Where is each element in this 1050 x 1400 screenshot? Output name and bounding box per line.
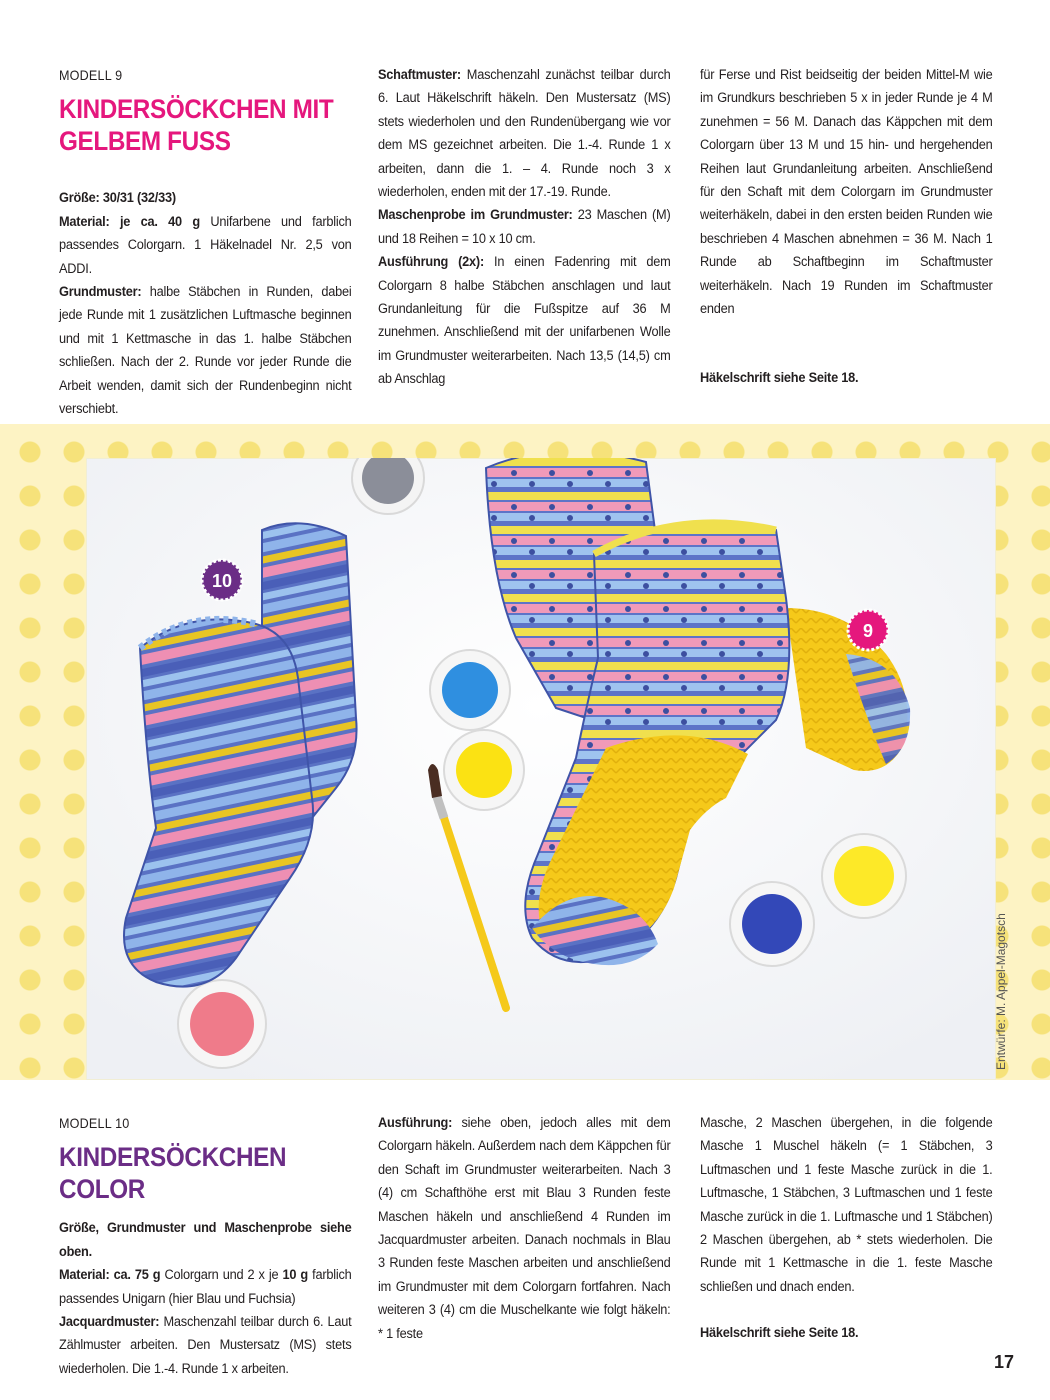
- model10-column-3: [700, 1112, 993, 1346]
- model9-column-2: [378, 64, 671, 392]
- model10-ausfuehrung: Ausführung: siehe oben, jedoch alles mit dem Colorgarn häkeln. Außerdem nach dem Käppchen für den Schaft im Grundmuster weiterarbeiten. Nach 3 (4) cm Schafthöhe erst mit Blau 3 Runden feste Maschen häkeln und anschließend 4 Runden im Jacquardmuster arbeiten. Danach nochmals in Blau 3 Runden feste Maschen arbeiten und anschließend im Grundmuster mit dem Colorgarn fortfahren. Nach weiteren 3 (4) cm die Muschelkante wie folgt häkeln: * 1 feste: [378, 1115, 671, 1342]
- model10-chart-hint: Häkelschrift siehe Seite 18.: [700, 1325, 859, 1342]
- model10-material: Material: ca. 75 g Colorgarn und 2 x je 10 g farblich passendes Unigarn (hier Blau und Fuchsia): [59, 1267, 352, 1307]
- model10-column-1: [59, 1112, 352, 1381]
- badge-model-9-text: 9: [862, 621, 874, 641]
- model9-ausfuehrung: Ausführung (2x): In einen Fadenring mit dem Colorgarn 8 halbe Stäbchen anschlagen und laut Grundanleitung für die Fußspitze auf 36 M zunehmen. Anschließend mit der unifarbenen Wolle im Grundmuster weiterarbeiten. Nach 13,5 (14,5) cm ab Anschlag: [378, 254, 671, 388]
- model9-maschenprobe: Maschenprobe im Grundmuster: 23 Maschen (M) und 18 Reihen = 10 x 10 cm.: [378, 207, 671, 247]
- model10-continued-text: Masche, 2 Maschen übergehen, in die folgende Masche 1 Muschel häkeln (= 1 Stäbchen, 3 Luftmaschen und 1 feste Masche zurück in die 1. Luftmasche, 1 Stäbchen, 3 Luftmaschen und 1 feste Masche zurück in die 1. Luftmasche und 1 Stäbchen) 2 Maschen übergehen, ab * stets wiederholen. Die Runde mit 1 Kettmasche in die 1. feste Masche schließen und dnach enden.: [700, 1115, 993, 1295]
- model9-material: Material: je ca. 40 g Unifarbene und farblich passendes Colorgarn. 1 Häkelnadel Nr. 2,5 von ADDI.: [59, 213, 352, 277]
- paint-pot-blue-dark: [730, 882, 814, 966]
- badge-model-9: [848, 610, 888, 650]
- model10-title: KINDERSÖCKCHEN COLOR: [59, 1142, 287, 1205]
- model9-column-1: [59, 64, 352, 421]
- model9-label: MODELL 9: [59, 67, 123, 83]
- model9-grundmuster: Grundmuster: halbe Stäbchen in Runden, dabei jede Runde mit 1 zusätzlichen Luftmasche beginnen und mit 1 Kettmasche in das 1. halbe Stäbchen schließen. Nach der 2. Runde vor jeder Runde die Arbeit wenden, damit sich der Rundenbeginn nicht verschiebt.: [59, 284, 352, 418]
- model9-schaftmuster: Schaftmuster: Maschenzahl zunächst teilbar durch 6. Laut Häkelschrift häkeln. Den Mustersatz (MS) stets wiederholen und den Rundenübergang wie vor dem MS gezeichnet arbeiten. Die 1.-4. Runde 1 x arbeiten, dann die 1. – 4. Runde noch 3 x wiederholen, enden mit der 17.-19. Runde.: [378, 67, 671, 201]
- model9-column-3: [700, 64, 993, 391]
- model9-continued-text: für Ferse und Rist beidseitig der beiden Mittel-M wie im Grundkurs beschrieben 5 x in jeder Runde je 4 M zunehmen = 56 M. Danach das Käppchen mit dem Colorgarn über 13 M und 15 hin- und hergehenden Reihen laut Grundanleitung arbeiten. Anschließend für den Schaft mit dem Colorgarn im Grundmuster weiterhäkeln, dabei in den ersten beiden Runden wie beschrieben 4 Maschen abnehmen = 36 M. Nach 1 Runde ab Schaftbeginn im Schaftmuster weiterhäkeln. Nach 19 Runden im Schaftmuster enden: [700, 67, 993, 318]
- paint-pot-yellow-left: [444, 730, 524, 810]
- model10-label: MODELL 10: [59, 1115, 130, 1131]
- paint-pot-yellow-right: [822, 834, 906, 918]
- model10-jacquard: Jacquardmuster: Maschenzahl teilbar durch 6. Laut Zählmuster arbeiten. Den Mustersatz (MS) stets wiederholen. Die 1.-4. Runde 1 x arbeiten.: [59, 1314, 352, 1377]
- product-photo: [86, 458, 996, 1080]
- paint-pot-pink: [178, 980, 266, 1068]
- model9-size: Größe: 30/31 (32/33): [59, 190, 176, 207]
- model9-chart-hint: Häkelschrift siehe Seite 18.: [700, 370, 859, 387]
- model10-column-2: [378, 1112, 671, 1346]
- paint-pot-blue: [430, 650, 510, 730]
- page-number: 17: [994, 1352, 1015, 1372]
- badge-model-10: [202, 560, 242, 600]
- badge-model-10-text: 10: [211, 571, 233, 591]
- model9-title: KINDERSÖCKCHEN MIT GELBEM FUSS: [59, 94, 334, 157]
- model10-size: Größe, Grundmuster und Maschenprobe siehe oben.: [59, 1220, 352, 1260]
- photo-credit: Entwürfe: M. Appel-Magotsch: [994, 913, 1008, 1070]
